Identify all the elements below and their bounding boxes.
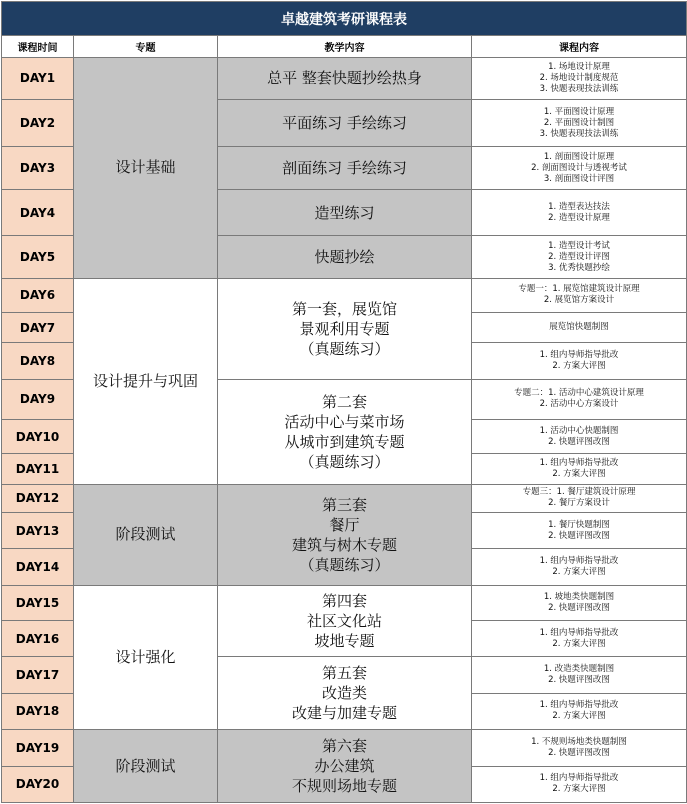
course-detail-cell: 1. 餐厅快题制图 2. 快题评图改图	[472, 513, 687, 549]
day-cell: DAY14	[2, 549, 74, 585]
course-detail-cell: 1. 造型表达技法 2. 造型设计原理	[472, 189, 687, 235]
day-cell: DAY12	[2, 484, 74, 512]
topic-design-improvement: 设计提升与巩固	[74, 278, 218, 484]
teaching-cell: 第五套 改造类 改建与加建专题	[218, 657, 472, 730]
teaching-cell: 第六套 办公建筑 不规则场地专题	[218, 730, 472, 803]
course-detail-cell: 1. 组内导师指导批改 2. 方案大评图	[472, 621, 687, 657]
day-cell: DAY4	[2, 189, 74, 235]
day-cell: DAY18	[2, 693, 74, 729]
course-detail-cell: 1. 场地设计原理 2. 场地设计制度规范 3. 快题表现技法训练	[472, 57, 687, 99]
day-cell: DAY3	[2, 147, 74, 189]
course-detail-cell: 1. 组内导师指导批改 2. 方案大评图	[472, 454, 687, 484]
day-cell: DAY2	[2, 99, 74, 146]
table-title: 卓越建筑考研课程表	[2, 2, 687, 36]
course-detail-cell: 1. 剖面图设计原理 2. 剖面图设计与透视考试 3. 剖面图设计评图	[472, 147, 687, 189]
day-cell: DAY20	[2, 766, 74, 803]
day-cell: DAY19	[2, 730, 74, 766]
course-detail-cell: 1. 平面图设计原理 2. 平面图设计制图 3. 快题表现技法训练	[472, 99, 687, 146]
course-detail-cell: 展览馆快题制图	[472, 313, 687, 343]
topic-stage-test: 阶段测试	[74, 484, 218, 585]
day-cell: DAY16	[2, 621, 74, 657]
topic-design-intensive: 设计强化	[74, 585, 218, 729]
course-detail-cell: 1. 不规则场地类快题制图 2. 快题评图改图	[472, 730, 687, 766]
teaching-cell: 第四套 社区文化站 坡地专题	[218, 585, 472, 657]
course-detail-cell: 1. 组内导师指导批改 2. 方案大评图	[472, 549, 687, 585]
teaching-cell: 总平 整套快题抄绘热身	[218, 57, 472, 99]
course-schedule-table	[1, 1, 687, 803]
day-cell: DAY9	[2, 379, 74, 419]
day-cell: DAY8	[2, 343, 74, 379]
teaching-cell: 第一套，展览馆 景观利用专题 （真题练习）	[218, 278, 472, 379]
course-detail-cell: 1. 活动中心快题制图 2. 快题评图改图	[472, 420, 687, 454]
teaching-cell: 剖面练习 手绘练习	[218, 147, 472, 189]
course-detail-cell: 1. 造型设计考试 2. 造型设计评图 3. 优秀快题抄绘	[472, 236, 687, 278]
header-topic: 专题	[74, 36, 218, 57]
teaching-cell: 造型练习	[218, 189, 472, 235]
day-cell: DAY11	[2, 454, 74, 484]
course-detail-cell: 1. 组内导师指导批改 2. 方案大评图	[472, 766, 687, 803]
teaching-cell: 快题抄绘	[218, 236, 472, 278]
teaching-cell: 第二套 活动中心与菜市场 从城市到建筑专题 （真题练习）	[218, 379, 472, 484]
course-detail-cell: 专题三：1. 餐厅建筑设计原理 2. 餐厅方案设计	[472, 484, 687, 512]
day-cell: DAY5	[2, 236, 74, 278]
day-cell: DAY6	[2, 278, 74, 312]
header-teaching: 教学内容	[218, 36, 472, 57]
day-cell: DAY15	[2, 585, 74, 620]
topic-stage-test-final: 阶段测试	[74, 730, 218, 803]
teaching-cell: 平面练习 手绘练习	[218, 99, 472, 146]
header-time: 课程时间	[2, 36, 74, 57]
day-cell: DAY17	[2, 657, 74, 693]
course-detail-cell: 1. 组内导师指导批改 2. 方案大评图	[472, 693, 687, 729]
course-detail-cell: 1. 坡地类快题制图 2. 快题评图改图	[472, 585, 687, 620]
day-cell: DAY1	[2, 57, 74, 99]
course-detail-cell: 1. 组内导师指导批改 2. 方案大评图	[472, 343, 687, 379]
topic-design-basics: 设计基础	[74, 57, 218, 278]
course-detail-cell: 1. 改造类快题制图 2. 快题评图改图	[472, 657, 687, 693]
header-course: 课程内容	[472, 36, 687, 57]
day-cell: DAY7	[2, 313, 74, 343]
day-cell: DAY10	[2, 420, 74, 454]
teaching-cell: 第三套 餐厅 建筑与树木专题 （真题练习）	[218, 484, 472, 585]
course-detail-cell: 专题一：1. 展览馆建筑设计原理 2. 展览馆方案设计	[472, 278, 687, 312]
day-cell: DAY13	[2, 513, 74, 549]
course-detail-cell: 专题二：1. 活动中心建筑设计原理 2. 活动中心方案设计	[472, 379, 687, 419]
